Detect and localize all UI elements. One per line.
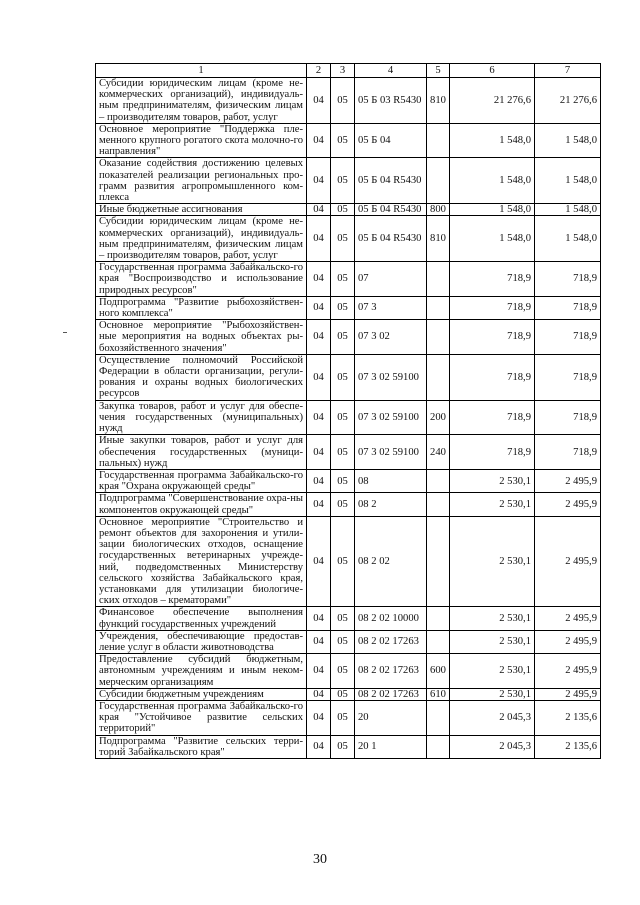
section-code-cell: 04 [307,320,331,355]
subsection-code-cell: 05 [331,700,355,735]
subsection-code-cell: 05 [331,435,355,470]
expense-type-cell [427,354,450,400]
target-article-cell: 08 2 02 [355,516,427,607]
table-row [96,630,601,653]
table-row [96,354,601,400]
amount-year1-cell: 2 045,3 [450,735,535,758]
section-code-cell: 04 [307,435,331,470]
amount-year1-cell: 1 548,0 [450,216,535,262]
amount-year1-cell: 2 530,1 [450,516,535,607]
table-row [96,435,601,470]
amount-year1-cell: 718,9 [450,435,535,470]
section-code-cell: 04 [307,516,331,607]
amount-year2-cell: 2 495,9 [535,516,601,607]
subsection-code-cell: 05 [331,469,355,492]
item-name-cell: Подпрограмма "Развитие сельских терри-торий Забайкальского края" [96,735,307,758]
table-row [96,688,601,700]
subsection-code-cell: 05 [331,607,355,630]
amount-year1-cell: 718,9 [450,400,535,435]
expense-type-cell [427,158,450,204]
expense-type-cell [427,630,450,653]
amount-year2-cell: 2 495,9 [535,607,601,630]
target-article-cell: 08 2 02 17263 [355,654,427,689]
item-name-cell: Оказание содействия достижению целевых показателей реализации региональных про-грамм развития агропромышленного ком-плекса [96,158,307,204]
column-header: 1 [96,64,307,78]
section-code-cell: 04 [307,607,331,630]
item-name-cell: Основное мероприятие "Рыбохозяйствен-ные мероприятия на водных объектах ры-бохозяйственного значения" [96,320,307,355]
subsection-code-cell: 05 [331,296,355,319]
subsection-code-cell: 05 [331,78,355,124]
amount-year2-cell: 2 495,9 [535,654,601,689]
amount-year2-cell: 718,9 [535,320,601,355]
expense-type-cell: 200 [427,400,450,435]
amount-year2-cell: 718,9 [535,400,601,435]
amount-year2-cell: 2 135,6 [535,700,601,735]
subsection-code-cell: 05 [331,400,355,435]
expense-type-cell [427,320,450,355]
table-row [96,700,601,735]
table-row [96,400,601,435]
amount-year1-cell: 1 548,0 [450,123,535,158]
expense-type-cell: 600 [427,654,450,689]
expense-type-cell [427,516,450,607]
section-code-cell: 04 [307,630,331,653]
amount-year2-cell: 718,9 [535,262,601,297]
target-article-cell: 07 3 02 [355,320,427,355]
column-header: 2 [307,64,331,78]
item-name-cell: Закупка товаров, работ и услуг для обеспе-чения государственных (муниципальных) нужд [96,400,307,435]
section-code-cell: 04 [307,735,331,758]
target-article-cell: 05 Б 04 R5430 [355,204,427,216]
expense-type-cell: 810 [427,78,450,124]
amount-year1-cell: 2 530,1 [450,469,535,492]
subsection-code-cell: 05 [331,630,355,653]
expense-type-cell [427,296,450,319]
subsection-code-cell: 05 [331,158,355,204]
item-name-cell: Финансовое обеспечение выполнения функций государственных учреждений [96,607,307,630]
table-row [96,158,601,204]
subsection-code-cell: 05 [331,493,355,516]
section-code-cell: 04 [307,262,331,297]
column-header: 4 [355,64,427,78]
expense-type-cell [427,607,450,630]
page-number: 30 [313,852,327,867]
section-code-cell: 04 [307,204,331,216]
section-code-cell: 04 [307,688,331,700]
section-code-cell: 04 [307,123,331,158]
amount-year1-cell: 1 548,0 [450,158,535,204]
amount-year1-cell: 2 045,3 [450,700,535,735]
amount-year2-cell: 1 548,0 [535,158,601,204]
column-header: 6 [450,64,535,78]
table-row [96,204,601,216]
subsection-code-cell: 05 [331,123,355,158]
subsection-code-cell: 05 [331,688,355,700]
expense-type-cell [427,262,450,297]
expense-type-cell: 810 [427,216,450,262]
amount-year2-cell: 718,9 [535,296,601,319]
target-article-cell: 07 3 02 59100 [355,435,427,470]
expense-type-cell [427,700,450,735]
item-name-cell: Иные закупки товаров, работ и услуг для обеспечения государственных (муници-пальных) нужд [96,435,307,470]
expense-type-cell: 800 [427,204,450,216]
amount-year2-cell: 718,9 [535,354,601,400]
section-code-cell: 04 [307,158,331,204]
section-code-cell: 04 [307,216,331,262]
item-name-cell: Субсидии юридическим лицам (кроме не-коммерческих организаций), индивидуаль-ным предпринимателям, физическим лицам – производителям товаров, работ, услуг [96,216,307,262]
amount-year1-cell: 718,9 [450,354,535,400]
section-code-cell: 04 [307,354,331,400]
amount-year2-cell: 1 548,0 [535,216,601,262]
item-name-cell: Предоставление субсидий бюджетным, автономным учреждениям и иным неком-мерческим организациям [96,654,307,689]
target-article-cell: 07 3 02 59100 [355,400,427,435]
item-name-cell: Государственная программа Забайкальско-го края "Устойчивое развитие сельских территорий" [96,700,307,735]
subsection-code-cell: 05 [331,204,355,216]
section-code-cell: 04 [307,78,331,124]
expense-type-cell [427,123,450,158]
item-name-cell: Основное мероприятие "Строительство и ремонт объектов для захоронения и утили-зации биологических отходов, оснащение государственных ветеринарных учрежде-ний, подведомственных Министерству сельского хозяйства Забайкальского края, установками для утилизации биологиче-ских отходов – крематорами" [96,516,307,607]
table-row [96,320,601,355]
subsection-code-cell: 05 [331,216,355,262]
subsection-code-cell: 05 [331,654,355,689]
target-article-cell: 07 3 [355,296,427,319]
target-article-cell: 08 2 [355,493,427,516]
table-row [96,469,601,492]
amount-year2-cell: 21 276,6 [535,78,601,124]
section-code-cell: 04 [307,654,331,689]
item-name-cell: Субсидии бюджетным учреждениям [96,688,307,700]
target-article-cell: 05 Б 04 R5430 [355,216,427,262]
table-body [96,78,601,759]
item-name-cell: Иные бюджетные ассигнования [96,204,307,216]
section-code-cell: 04 [307,469,331,492]
target-article-cell: 08 2 02 10000 [355,607,427,630]
amount-year1-cell: 718,9 [450,296,535,319]
item-name-cell: Учреждения, обеспечивающие предостав-ление услуг в области животноводства [96,630,307,653]
amount-year1-cell: 2 530,1 [450,493,535,516]
target-article-cell: 08 2 02 17263 [355,630,427,653]
subsection-code-cell: 05 [331,320,355,355]
table-row [96,493,601,516]
expense-type-cell [427,735,450,758]
subsection-code-cell: 05 [331,354,355,400]
expense-type-cell: 610 [427,688,450,700]
section-code-cell: 04 [307,400,331,435]
amount-year2-cell: 2 135,6 [535,735,601,758]
target-article-cell: 08 [355,469,427,492]
target-article-cell: 08 2 02 17263 [355,688,427,700]
target-article-cell: 07 [355,262,427,297]
section-code-cell: 04 [307,296,331,319]
amount-year2-cell: 2 495,9 [535,493,601,516]
item-name-cell: Подпрограмма "Развитие рыбохозяйствен-ного комплекса" [96,296,307,319]
item-name-cell: Подпрограмма "Совершенствование охра-ны компонентов окружающей среды" [96,493,307,516]
target-article-cell: 20 [355,700,427,735]
table-row [96,654,601,689]
column-header: 7 [535,64,601,78]
margin-mark [63,332,67,333]
table-row [96,123,601,158]
target-article-cell: 05 Б 04 R5430 [355,158,427,204]
amount-year1-cell: 2 530,1 [450,688,535,700]
amount-year2-cell: 2 495,9 [535,469,601,492]
amount-year2-cell: 2 495,9 [535,688,601,700]
table-row [96,216,601,262]
target-article-cell: 05 Б 03 R5430 [355,78,427,124]
table-row [96,735,601,758]
table-row [96,516,601,607]
item-name-cell: Осуществление полномочий Российской Федерации в области организации, регули-рования и охраны водных биологических ресурсов [96,354,307,400]
item-name-cell: Государственная программа Забайкальско-го края "Охрана окружающей среды" [96,469,307,492]
item-name-cell: Субсидии юридическим лицам (кроме не-коммерческих организаций), индивидуаль-ным предпринимателям, физическим лицам – производителям товаров, работ, услуг [96,78,307,124]
table-row [96,607,601,630]
subsection-code-cell: 05 [331,516,355,607]
target-article-cell: 05 Б 04 [355,123,427,158]
amount-year2-cell: 1 548,0 [535,204,601,216]
expense-type-cell [427,493,450,516]
column-header: 5 [427,64,450,78]
table-row [96,296,601,319]
amount-year2-cell: 1 548,0 [535,123,601,158]
subsection-code-cell: 05 [331,262,355,297]
item-name-cell: Основное мероприятие "Поддержка пле-менного крупного рогатого скота молочно-го направления" [96,123,307,158]
amount-year1-cell: 718,9 [450,262,535,297]
column-header: 3 [331,64,355,78]
target-article-cell: 07 3 02 59100 [355,354,427,400]
expense-type-cell: 240 [427,435,450,470]
subsection-code-cell: 05 [331,735,355,758]
expense-type-cell [427,469,450,492]
amount-year1-cell: 21 276,6 [450,78,535,124]
table-header-row [96,64,601,78]
budget-table [95,63,601,759]
table-row [96,78,601,124]
amount-year1-cell: 2 530,1 [450,630,535,653]
section-code-cell: 04 [307,700,331,735]
target-article-cell: 20 1 [355,735,427,758]
amount-year1-cell: 2 530,1 [450,607,535,630]
amount-year1-cell: 718,9 [450,320,535,355]
amount-year2-cell: 718,9 [535,435,601,470]
item-name-cell: Государственная программа Забайкальско-го края "Воспроизводство и использование природных ресурсов" [96,262,307,297]
amount-year1-cell: 1 548,0 [450,204,535,216]
amount-year1-cell: 2 530,1 [450,654,535,689]
amount-year2-cell: 2 495,9 [535,630,601,653]
section-code-cell: 04 [307,493,331,516]
table-row [96,262,601,297]
